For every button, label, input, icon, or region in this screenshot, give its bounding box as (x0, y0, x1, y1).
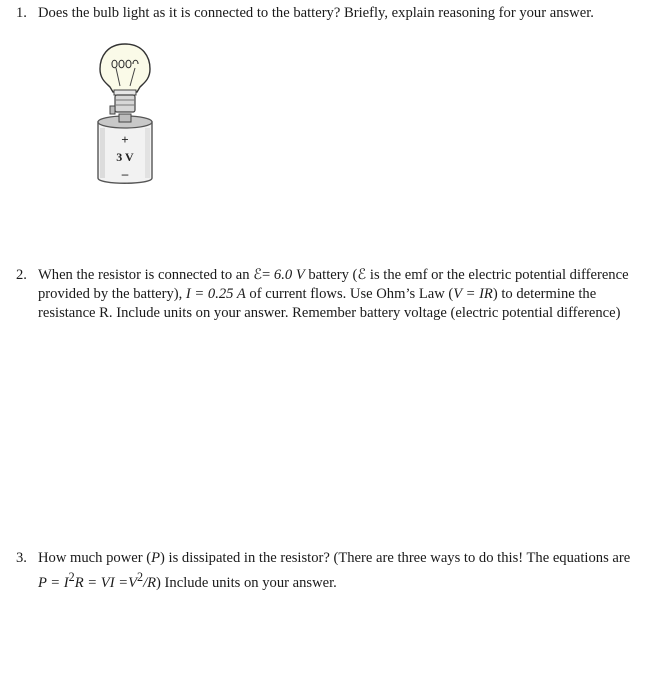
bulb-base (115, 95, 135, 112)
bulb-neck (114, 90, 136, 95)
text-segment: ) is dissipated in the resistor? (There are three ways to do this! The equations are (160, 550, 631, 566)
text-segment: ) Include units on your answer. (156, 574, 337, 591)
voltage-value: 6.0 V (273, 267, 305, 283)
power-symbol: P (151, 550, 160, 566)
bulb-glass (100, 44, 150, 92)
text-segment: battery ( (304, 267, 358, 283)
question-2 (0, 266, 632, 323)
question-1 (0, 4, 632, 23)
question-number: 1. (16, 5, 27, 21)
question-3 (0, 549, 632, 593)
emf-symbol: ℰ (357, 267, 367, 283)
question-number: 3. (16, 550, 27, 566)
text-segment: = (262, 267, 274, 283)
text-segment: When the resistor is connected to an (38, 267, 254, 283)
battery-plus-sign: + (121, 132, 129, 147)
battery-terminal (119, 114, 131, 122)
text-segment: How much power ( (38, 550, 152, 566)
superscript: 2 (68, 570, 75, 584)
question-number: 2. (16, 267, 27, 283)
text-segment: ) to determine the resistance R. Include units on your answer. Remember battery voltage (electric potential difference) (38, 286, 621, 321)
emf-symbol: ℰ (253, 267, 263, 283)
current-value: I = 0.25 A (185, 286, 246, 302)
battery-voltage-label: 3 V (116, 150, 134, 164)
battery-minus-sign: – (121, 166, 129, 181)
text-segment: of current flows. Use Ohm’s Law ( (245, 286, 454, 302)
bulb-battery-illustration (93, 42, 157, 192)
bulb-battery-figure (93, 42, 157, 192)
question-text: Does the bulb light as it is connected to the battery? Briefly, explain reasoning for your answer. (38, 5, 594, 21)
power-equation: /R (143, 574, 157, 591)
power-equation: R = VI =V (74, 574, 137, 591)
superscript: 2 (136, 570, 144, 584)
question-text (38, 549, 632, 593)
ohms-law-equation: V = IR (453, 286, 493, 302)
text-segment: is the emf or the electric potential difference provided by the battery), (38, 267, 629, 302)
question-text (38, 266, 632, 323)
power-equation: P = I (38, 574, 69, 591)
